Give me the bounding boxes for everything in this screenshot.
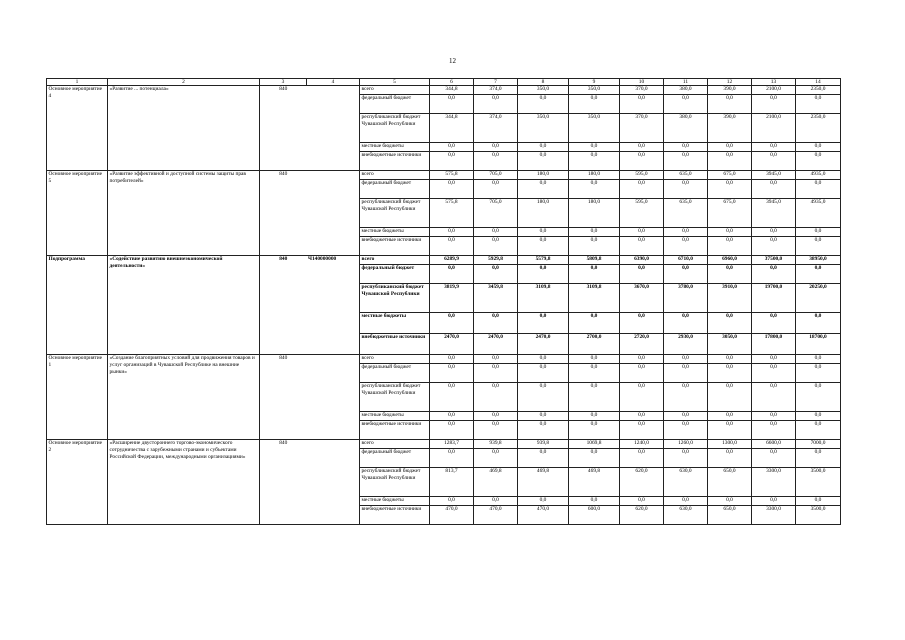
- value-cell: 0,0: [752, 449, 796, 468]
- value-cell: 0,0: [620, 180, 664, 199]
- value-cell: 0,0: [708, 497, 752, 506]
- value-cell: 0,0: [518, 143, 569, 152]
- value-cell: 0,0: [664, 412, 708, 421]
- value-cell: 0,0: [518, 180, 569, 199]
- value-cell: 380,0: [664, 86, 708, 95]
- header-cell: 3: [260, 79, 307, 86]
- value-cell: 2930,0: [664, 334, 708, 355]
- funding-source: местные бюджеты: [360, 143, 430, 152]
- value-cell: 6600,0: [752, 440, 796, 449]
- value-cell: 0,0: [664, 143, 708, 152]
- table-row: [47, 440, 841, 449]
- value-cell: 0,0: [752, 355, 796, 364]
- funding-source: местные бюджеты: [360, 313, 430, 334]
- value-cell: 3910,0: [708, 284, 752, 313]
- value-cell: 0,0: [752, 497, 796, 506]
- value-cell: 650,0: [708, 468, 752, 497]
- value-cell: 0,0: [708, 228, 752, 237]
- value-cell: 600,0: [569, 506, 620, 525]
- group-code2: Ч140000000: [307, 256, 360, 355]
- value-cell: 0,0: [752, 313, 796, 334]
- value-cell: 0,0: [430, 449, 474, 468]
- value-cell: 1300,0: [708, 440, 752, 449]
- value-cell: 180,0: [569, 199, 620, 228]
- value-cell: 0,0: [569, 412, 620, 421]
- value-cell: 0,0: [796, 355, 841, 364]
- value-cell: 0,0: [752, 421, 796, 440]
- funding-source: республиканский бюджет Чувашской Республики: [360, 284, 430, 313]
- value-cell: 344,8: [430, 114, 474, 143]
- funding-source: всего: [360, 355, 430, 364]
- header-cell: 4: [307, 79, 360, 86]
- header-cell: 7: [474, 79, 518, 86]
- value-cell: 0,0: [752, 364, 796, 383]
- value-cell: 2470,0: [430, 334, 474, 355]
- value-cell: 0,0: [430, 355, 474, 364]
- value-cell: 0,0: [708, 152, 752, 171]
- value-cell: 370,0: [620, 86, 664, 95]
- value-cell: 0,0: [518, 313, 569, 334]
- value-cell: 370,0: [620, 114, 664, 143]
- value-cell: 350,0: [518, 114, 569, 143]
- value-cell: 575,8: [430, 171, 474, 180]
- value-cell: 0,0: [430, 497, 474, 506]
- value-cell: 635,0: [664, 171, 708, 180]
- value-cell: 0,0: [796, 95, 841, 114]
- group-description: «Расширение двустороннего торгово-экономического сотрудничества с зарубежными странами и субъектами Российской Федерации, международными организациями»: [108, 440, 260, 525]
- value-cell: 0,0: [474, 412, 518, 421]
- value-cell: 1069,8: [569, 440, 620, 449]
- value-cell: 595,0: [620, 171, 664, 180]
- funding-source: республиканский бюджет Чувашской Республики: [360, 199, 430, 228]
- value-cell: 0,0: [518, 152, 569, 171]
- value-cell: 0,0: [708, 95, 752, 114]
- value-cell: 6960,0: [708, 256, 752, 265]
- value-cell: 0,0: [620, 421, 664, 440]
- value-cell: 0,0: [752, 143, 796, 152]
- value-cell: 0,0: [796, 497, 841, 506]
- value-cell: 0,0: [569, 364, 620, 383]
- value-cell: 3780,0: [664, 284, 708, 313]
- value-cell: 3109,8: [518, 284, 569, 313]
- value-cell: 620,0: [620, 468, 664, 497]
- table-body: [47, 86, 841, 525]
- value-cell: 2350,0: [796, 114, 841, 143]
- funding-source: местные бюджеты: [360, 228, 430, 237]
- value-cell: 0,0: [474, 95, 518, 114]
- group-code2: [307, 440, 360, 525]
- funding-source: всего: [360, 86, 430, 95]
- value-cell: 0,0: [752, 237, 796, 256]
- value-cell: 0,0: [518, 355, 569, 364]
- header-cell: 8: [518, 79, 569, 86]
- funding-source: всего: [360, 256, 430, 265]
- value-cell: 0,0: [474, 313, 518, 334]
- value-cell: 0,0: [620, 364, 664, 383]
- header-cell: 13: [752, 79, 796, 86]
- header-cell: 1: [47, 79, 108, 86]
- value-cell: 0,0: [474, 383, 518, 412]
- value-cell: 0,0: [620, 95, 664, 114]
- value-cell: 0,0: [796, 265, 841, 284]
- value-cell: 0,0: [664, 313, 708, 334]
- value-cell: 813,7: [430, 468, 474, 497]
- header-cell: 6: [430, 79, 474, 86]
- value-cell: 18700,0: [796, 334, 841, 355]
- value-cell: 0,0: [708, 364, 752, 383]
- value-cell: 0,0: [752, 180, 796, 199]
- value-cell: 1260,0: [664, 440, 708, 449]
- value-cell: 0,0: [664, 152, 708, 171]
- value-cell: 0,0: [569, 355, 620, 364]
- value-cell: 3300,0: [752, 506, 796, 525]
- value-cell: 939,8: [474, 440, 518, 449]
- funding-source: местные бюджеты: [360, 497, 430, 506]
- funding-source: республиканский бюджет Чувашской Республики: [360, 383, 430, 412]
- value-cell: 0,0: [708, 265, 752, 284]
- group-description: «Развитие эффективной и доступной системы защиты прав потребителей»: [108, 171, 260, 256]
- value-cell: 0,0: [569, 180, 620, 199]
- value-cell: 0,0: [430, 95, 474, 114]
- value-cell: 0,0: [474, 421, 518, 440]
- value-cell: 0,0: [796, 152, 841, 171]
- value-cell: 0,0: [474, 355, 518, 364]
- group-code: 840: [260, 440, 307, 525]
- value-cell: 0,0: [796, 412, 841, 421]
- value-cell: 3500,0: [796, 506, 841, 525]
- group-code: 840: [260, 86, 307, 171]
- value-cell: 180,0: [518, 171, 569, 180]
- value-cell: 180,0: [518, 199, 569, 228]
- value-cell: 0,0: [664, 228, 708, 237]
- header-cell: 9: [569, 79, 620, 86]
- value-cell: 0,0: [474, 180, 518, 199]
- value-cell: 470,0: [474, 506, 518, 525]
- header-cell: 14: [796, 79, 841, 86]
- value-cell: 4935,0: [796, 199, 841, 228]
- value-cell: 0,0: [664, 421, 708, 440]
- group-label: Основное мероприятие 5: [47, 171, 108, 256]
- value-cell: 650,0: [708, 506, 752, 525]
- value-cell: 0,0: [620, 383, 664, 412]
- funding-source: федеральный бюджет: [360, 364, 430, 383]
- value-cell: 2720,0: [620, 334, 664, 355]
- value-cell: 0,0: [752, 95, 796, 114]
- value-cell: 0,0: [620, 237, 664, 256]
- value-cell: 0,0: [752, 383, 796, 412]
- group-code: 840: [260, 355, 307, 440]
- group-description: «Создание благоприятных условий для продвижения товаров и услуг организаций в Чувашской Республике на внешние рынки»: [108, 355, 260, 440]
- value-cell: 705,0: [474, 199, 518, 228]
- value-cell: 0,0: [569, 449, 620, 468]
- group-code2: [307, 86, 360, 171]
- value-cell: 1283,7: [430, 440, 474, 449]
- value-cell: 0,0: [752, 265, 796, 284]
- value-cell: 595,0: [620, 199, 664, 228]
- group-label: Основное мероприятие 2: [47, 440, 108, 525]
- value-cell: 0,0: [569, 95, 620, 114]
- value-cell: 0,0: [620, 152, 664, 171]
- value-cell: 0,0: [796, 228, 841, 237]
- value-cell: 350,0: [569, 86, 620, 95]
- value-cell: 0,0: [430, 412, 474, 421]
- header-cell: 10: [620, 79, 664, 86]
- value-cell: 5929,8: [474, 256, 518, 265]
- value-cell: 575,8: [430, 199, 474, 228]
- group-label: Подпрограмма: [47, 256, 108, 355]
- value-cell: 2100,0: [752, 86, 796, 95]
- header-cell: 12: [708, 79, 752, 86]
- table-row: [47, 355, 841, 364]
- value-cell: 2470,0: [518, 334, 569, 355]
- value-cell: 0,0: [474, 364, 518, 383]
- funding-source: федеральный бюджет: [360, 95, 430, 114]
- value-cell: 0,0: [796, 237, 841, 256]
- budget-table: [46, 78, 841, 525]
- value-cell: 0,0: [430, 228, 474, 237]
- funding-source: внебюджетные источники: [360, 334, 430, 355]
- value-cell: 5809,8: [569, 256, 620, 265]
- value-cell: 0,0: [752, 412, 796, 421]
- value-cell: 350,0: [569, 114, 620, 143]
- value-cell: 0,0: [474, 143, 518, 152]
- value-cell: 0,0: [708, 180, 752, 199]
- value-cell: 0,0: [569, 383, 620, 412]
- value-cell: 0,0: [620, 449, 664, 468]
- value-cell: 19700,0: [752, 284, 796, 313]
- value-cell: 20250,0: [796, 284, 841, 313]
- value-cell: 3500,0: [796, 468, 841, 497]
- value-cell: 0,0: [664, 497, 708, 506]
- value-cell: 7000,0: [796, 440, 841, 449]
- value-cell: 6710,0: [664, 256, 708, 265]
- value-cell: 180,0: [569, 171, 620, 180]
- value-cell: 0,0: [518, 449, 569, 468]
- value-cell: 3819,9: [430, 284, 474, 313]
- value-cell: 0,0: [620, 228, 664, 237]
- value-cell: 0,0: [664, 355, 708, 364]
- value-cell: 620,0: [620, 506, 664, 525]
- value-cell: 0,0: [430, 143, 474, 152]
- table-row: [47, 256, 841, 265]
- value-cell: 0,0: [664, 364, 708, 383]
- funding-source: республиканский бюджет Чувашской Республики: [360, 468, 430, 497]
- value-cell: 350,0: [518, 86, 569, 95]
- value-cell: 0,0: [708, 383, 752, 412]
- value-cell: 0,0: [569, 152, 620, 171]
- value-cell: 0,0: [708, 313, 752, 334]
- value-cell: 0,0: [796, 364, 841, 383]
- value-cell: 0,0: [518, 421, 569, 440]
- value-cell: 0,0: [430, 237, 474, 256]
- value-cell: 344,8: [430, 86, 474, 95]
- header-cell: 5: [360, 79, 430, 86]
- value-cell: 0,0: [664, 383, 708, 412]
- value-cell: 0,0: [430, 180, 474, 199]
- value-cell: 0,0: [474, 228, 518, 237]
- value-cell: 0,0: [752, 228, 796, 237]
- funding-source: внебюджетные источники: [360, 421, 430, 440]
- value-cell: 0,0: [708, 237, 752, 256]
- group-label: Основное мероприятие 1: [47, 355, 108, 440]
- value-cell: 3945,0: [752, 171, 796, 180]
- value-cell: 469,8: [518, 468, 569, 497]
- value-cell: 17800,0: [752, 334, 796, 355]
- value-cell: 0,0: [620, 355, 664, 364]
- value-cell: 0,0: [569, 228, 620, 237]
- value-cell: 470,0: [518, 506, 569, 525]
- funding-source: внебюджетные источники: [360, 152, 430, 171]
- value-cell: 37500,0: [752, 256, 796, 265]
- funding-source: федеральный бюджет: [360, 180, 430, 199]
- value-cell: 0,0: [474, 497, 518, 506]
- value-cell: 374,0: [474, 114, 518, 143]
- value-cell: 0,0: [620, 143, 664, 152]
- value-cell: 3670,0: [620, 284, 664, 313]
- group-code2: [307, 171, 360, 256]
- funding-source: внебюджетные источники: [360, 237, 430, 256]
- group-code2: [307, 355, 360, 440]
- value-cell: 0,0: [474, 449, 518, 468]
- value-cell: 3300,0: [752, 468, 796, 497]
- table-row: [47, 86, 841, 95]
- funding-source: федеральный бюджет: [360, 449, 430, 468]
- value-cell: 469,8: [474, 468, 518, 497]
- value-cell: 0,0: [708, 449, 752, 468]
- value-cell: 3945,0: [752, 199, 796, 228]
- value-cell: 0,0: [518, 364, 569, 383]
- value-cell: 2470,0: [474, 334, 518, 355]
- value-cell: 390,0: [708, 86, 752, 95]
- value-cell: 0,0: [796, 143, 841, 152]
- value-cell: 0,0: [430, 421, 474, 440]
- value-cell: 0,0: [474, 152, 518, 171]
- value-cell: 0,0: [708, 143, 752, 152]
- value-cell: 374,0: [474, 86, 518, 95]
- value-cell: 0,0: [620, 265, 664, 284]
- funding-source: всего: [360, 171, 430, 180]
- value-cell: 0,0: [569, 237, 620, 256]
- header-cell: 2: [108, 79, 260, 86]
- value-cell: 0,0: [569, 313, 620, 334]
- value-cell: 0,0: [664, 265, 708, 284]
- funding-source: федеральный бюджет: [360, 265, 430, 284]
- value-cell: 0,0: [518, 228, 569, 237]
- value-cell: 6289,9: [430, 256, 474, 265]
- value-cell: 705,0: [474, 171, 518, 180]
- value-cell: 0,0: [474, 265, 518, 284]
- value-cell: 2700,0: [569, 334, 620, 355]
- value-cell: 635,0: [664, 199, 708, 228]
- value-cell: 469,8: [569, 468, 620, 497]
- value-cell: 630,0: [664, 468, 708, 497]
- value-cell: 0,0: [430, 383, 474, 412]
- value-cell: 0,0: [518, 497, 569, 506]
- value-cell: 675,0: [708, 199, 752, 228]
- value-cell: 470,0: [430, 506, 474, 525]
- value-cell: 2350,0: [796, 86, 841, 95]
- value-cell: 0,0: [620, 497, 664, 506]
- value-cell: 0,0: [569, 143, 620, 152]
- value-cell: 0,0: [664, 95, 708, 114]
- value-cell: 0,0: [620, 412, 664, 421]
- table-row: [47, 171, 841, 180]
- header-row: [47, 79, 841, 86]
- value-cell: 675,0: [708, 171, 752, 180]
- value-cell: 390,0: [708, 114, 752, 143]
- page-number: 12: [449, 57, 456, 65]
- value-cell: 0,0: [620, 313, 664, 334]
- value-cell: 0,0: [430, 364, 474, 383]
- value-cell: 0,0: [796, 180, 841, 199]
- value-cell: 0,0: [664, 449, 708, 468]
- value-cell: 0,0: [796, 449, 841, 468]
- value-cell: 0,0: [518, 95, 569, 114]
- group-code: 840: [260, 256, 307, 355]
- value-cell: 5579,8: [518, 256, 569, 265]
- value-cell: 0,0: [569, 265, 620, 284]
- group-description: «Содействие развитию внешнеэкономической деятельности»: [108, 256, 260, 355]
- value-cell: 0,0: [518, 412, 569, 421]
- value-cell: 630,0: [664, 506, 708, 525]
- value-cell: 0,0: [752, 152, 796, 171]
- funding-source: местные бюджеты: [360, 412, 430, 421]
- value-cell: 939,8: [518, 440, 569, 449]
- value-cell: 6390,0: [620, 256, 664, 265]
- value-cell: 0,0: [518, 237, 569, 256]
- value-cell: 0,0: [708, 412, 752, 421]
- header-cell: 11: [664, 79, 708, 86]
- funding-source: республиканский бюджет Чувашской Республики: [360, 114, 430, 143]
- value-cell: 3050,0: [708, 334, 752, 355]
- value-cell: 0,0: [569, 497, 620, 506]
- group-label: Основное мероприятие 4: [47, 86, 108, 171]
- value-cell: 0,0: [430, 265, 474, 284]
- value-cell: 0,0: [430, 313, 474, 334]
- group-description: «Развитие ... потенциала»: [108, 86, 260, 171]
- value-cell: 0,0: [518, 265, 569, 284]
- value-cell: 0,0: [569, 421, 620, 440]
- value-cell: 0,0: [796, 383, 841, 412]
- funding-source: внебюджетные источники: [360, 506, 430, 525]
- value-cell: 4935,0: [796, 171, 841, 180]
- value-cell: 3109,8: [569, 284, 620, 313]
- value-cell: 380,0: [664, 114, 708, 143]
- funding-source: всего: [360, 440, 430, 449]
- value-cell: 0,0: [430, 152, 474, 171]
- value-cell: 0,0: [518, 383, 569, 412]
- value-cell: 0,0: [796, 421, 841, 440]
- value-cell: 0,0: [708, 355, 752, 364]
- value-cell: 1240,0: [620, 440, 664, 449]
- value-cell: 0,0: [796, 313, 841, 334]
- value-cell: 0,0: [664, 237, 708, 256]
- group-code: 840: [260, 171, 307, 256]
- value-cell: 0,0: [708, 421, 752, 440]
- value-cell: 3459,8: [474, 284, 518, 313]
- value-cell: 38950,0: [796, 256, 841, 265]
- value-cell: 2100,0: [752, 114, 796, 143]
- value-cell: 0,0: [474, 237, 518, 256]
- value-cell: 0,0: [664, 180, 708, 199]
